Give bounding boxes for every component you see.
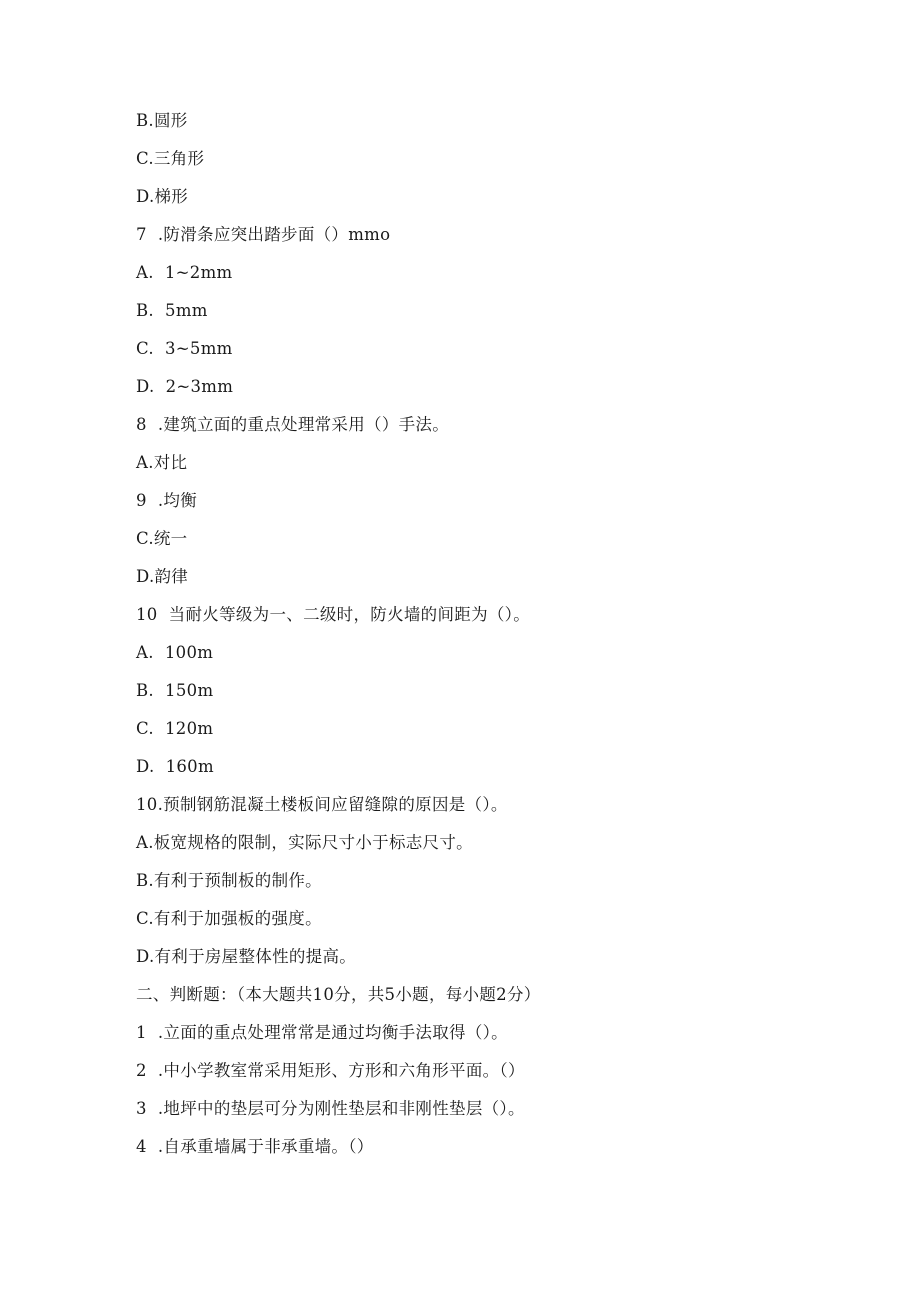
q10b-option-d: D.有利于房屋整体性的提高。	[136, 947, 357, 966]
question-10-slab: 10.预制钢筋混凝土楼板间应留缝隙的原因是（）。	[136, 795, 508, 814]
q7-option-a: A. 1~2mm	[136, 263, 233, 282]
q8-option-d: D.韵律	[136, 567, 189, 586]
q7-option-b: B. 5mm	[136, 301, 208, 320]
judgement-1: 1 .立面的重点处理常常是通过均衡手法取得（）。	[136, 1023, 508, 1042]
judgement-4: 4 .自承重墙属于非承重墙。（）	[136, 1137, 374, 1156]
q7-option-c: C. 3~5mm	[136, 339, 233, 358]
q10a-option-a: A. 100m	[136, 643, 214, 662]
q10b-option-c: C.有利于加强板的强度。	[136, 909, 322, 928]
q7-option-d: D. 2~3mm	[136, 377, 234, 396]
q10b-option-a: A.板宽规格的限制，实际尺寸小于标志尺寸。	[136, 833, 473, 852]
q8-option-9: 9 .均衡	[136, 491, 198, 510]
option-b-circle: B.圆形	[136, 111, 188, 130]
judgement-3: 3 .地坪中的垫层可分为刚性垫层和非刚性垫层（）。	[136, 1099, 525, 1118]
question-8: 8 .建筑立面的重点处理常采用（）手法。	[136, 415, 450, 434]
q10a-option-c: C. 120m	[136, 719, 214, 738]
option-c-triangle: C.三角形	[136, 149, 205, 168]
option-d-trapezoid: D.梯形	[136, 187, 189, 206]
q8-option-a: A.对比	[136, 453, 188, 472]
judgement-2: 2 .中小学教室常采用矩形、方形和六角形平面。（）	[136, 1061, 525, 1080]
question-10-firewall: 10 当耐火等级为一、二级时，防火墙的间距为（）。	[136, 605, 531, 624]
q8-option-c: C.统一	[136, 529, 188, 548]
q10b-option-b: B.有利于预制板的制作。	[136, 871, 322, 890]
q10a-option-b: B. 150m	[136, 681, 214, 700]
q10a-option-d: D. 160m	[136, 757, 214, 776]
section-heading-judgement: 二、判断题：（本大题共10分，共5小题，每小题2分）	[136, 985, 541, 1004]
question-7: 7 .防滑条应突出踏步面（）mmo	[136, 225, 391, 244]
